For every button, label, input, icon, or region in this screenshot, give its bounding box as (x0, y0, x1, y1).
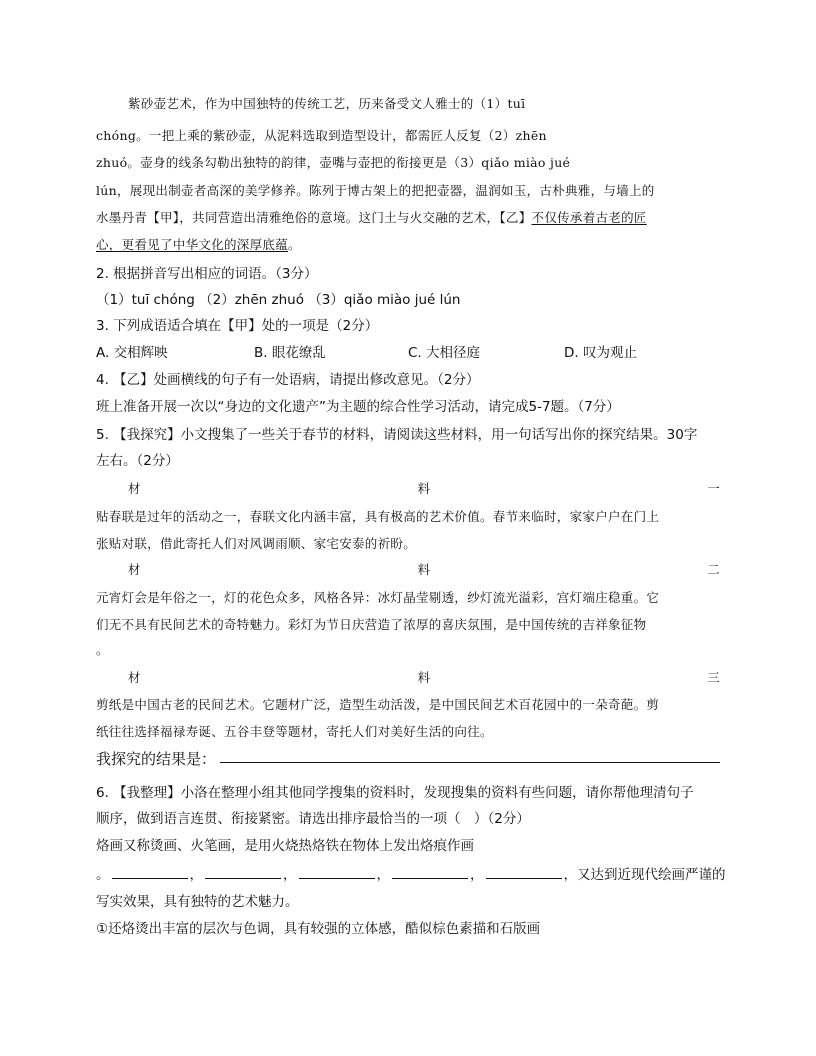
option-c: C. 大相径庭 (408, 345, 481, 361)
material-2-heading-char-1: 材 (128, 562, 141, 577)
question-2-prompt: （1）tuī chóng （2）zhēn zhuó （3）qiǎo miào jué lún (96, 292, 461, 308)
order-blank-1[interactable] (112, 866, 188, 879)
passage-line-6 (96, 235, 720, 253)
separator-1: ， (189, 867, 203, 883)
material-1-heading (96, 479, 720, 497)
material-1-heading-char-3: 一 (707, 481, 720, 496)
option-b: B. 眼花缭乱 (254, 345, 326, 361)
passage-end-mark: 。 (288, 237, 301, 252)
option-a: A. 交相辉映 (96, 345, 168, 361)
question-2: 2. 根据拼音写出相应的词语。（3分） (96, 266, 318, 282)
question-6-line-1: 6. 【我整理】小洛在整理小组其他同学搜集的资料时，发现搜集的资料有些问题，请你帮他理清句子 (96, 785, 694, 801)
material-2-line-2: 们无不具有民间艺术的奇特魅力。彩灯为节日庆营造了浓厚的喜庆氛围，是中国传统的吉祥象征物 (96, 617, 647, 632)
lead-punctuation: 。 (96, 867, 110, 883)
material-1-heading-char-1: 材 (128, 481, 141, 496)
passage-line-1: 紫砂壶艺术，作为中国独特的传统工艺，历来备受文人雅士的（1）tuī (128, 96, 526, 111)
underlined-sentence-part-2: 心，更看见了中华文化的深厚底蕴 (96, 237, 289, 252)
order-blank-3[interactable] (299, 866, 375, 879)
material-3-heading (96, 668, 720, 686)
question-6-text-line-2 (96, 863, 726, 883)
question-3: 3. 下列成语适合填在【甲】处的一项是（2分） (96, 318, 379, 334)
order-blank-2[interactable] (205, 866, 281, 879)
material-3-heading-char-1: 材 (128, 670, 141, 685)
passage-line-2: chóng。一把上乘的紫砂壶，从泥料选取到造型设计，都需匠人反复（2）zhēn (96, 128, 547, 143)
exploration-answer-blank[interactable] (220, 748, 720, 763)
passage-line-5-text: 水墨丹青【甲】，共同营造出清雅绝俗的意境。这门土与火交融的艺术，【乙】 (96, 210, 532, 225)
material-2-line-3: 。 (96, 642, 109, 657)
order-blank-5[interactable] (486, 866, 562, 879)
material-2-heading (96, 560, 720, 578)
question-6-text-tail: ，又达到近现代绘画严谨的 (563, 867, 726, 883)
activity-intro: 班上准备开展一次以“身边的文化遗产”为主题的综合性学习活动，请完成5-7题。（7分） (96, 399, 620, 415)
material-1-line-1: 贴春联是过年的活动之一，春联文化内涵丰富，具有极高的艺术价值。春节来临时，家家户户在门上 (96, 509, 660, 524)
separator-3: ， (376, 867, 390, 883)
separator-2: ， (283, 867, 297, 883)
material-2-heading-char-2: 料 (417, 562, 431, 577)
option-d: D. 叹为观止 (564, 345, 637, 361)
separator-4: ， (470, 867, 484, 883)
question-5-line-1: 5. 【我探究】小文搜集了一些关于春节的材料，请阅读这些材料，用一句话写出你的探究结果。30字 (96, 427, 698, 443)
exploration-result-label: 我探究的结果是： (96, 750, 217, 768)
question-6-text-line-3: 写实效果，具有独特的艺术魅力。 (96, 894, 299, 910)
question-6-item-1: ①还烙烫出丰富的层次与色调，具有较强的立体感，酷似棕色素描和石版画 (96, 921, 541, 937)
question-5-line-2: 左右。（2分） (96, 453, 179, 469)
material-2-line-1: 元宵灯会是年俗之一，灯的花色众多，风格各异：冰灯晶莹剔透，纱灯流光溢彩，宫灯端庄稳重。它 (96, 590, 660, 605)
material-3-heading-char-2: 料 (417, 670, 431, 685)
order-blank-4[interactable] (392, 866, 468, 879)
question-6-line-2: 顺序，做到语言连贯、衔接紧密。请选出排序最恰当的一项（ ）（2分） (96, 811, 530, 827)
material-2-heading-char-3: 二 (707, 562, 720, 577)
passage-line-3: zhuó。壶身的线条勾勒出独特的韵律，壶嘴与壶把的衔接更是（3）qiǎo miào jué (96, 155, 571, 170)
question-4: 4. 【乙】处画横线的句子有一处语病，请提出修改意见。（2分） (96, 372, 480, 388)
material-3-heading-char-3: 三 (707, 670, 720, 685)
passage-line-5 (96, 208, 720, 226)
material-1-line-2: 张贴对联，借此寄托人们对风调雨顺、家宅安泰的祈盼。 (96, 536, 417, 551)
material-3-line-1: 剪纸是中国古老的民间艺术。它题材广泛，造型生动活泼，是中国民间艺术百花园中的一朵奇葩。剪 (96, 697, 660, 712)
question-6-text-line-1: 烙画又称烫画、火笔画，是用火烧热烙铁在物体上发出烙痕作画 (96, 838, 474, 854)
underlined-sentence-part-1: 不仅传承着古老的匠 (531, 210, 647, 225)
material-3-line-2: 纸往往选择福禄寿诞、五谷丰登等题材，寄托人们对美好生活的向往。 (96, 724, 493, 739)
exploration-result (96, 748, 720, 769)
material-1-heading-char-2: 料 (417, 481, 431, 496)
passage-line-4: lún，展现出制壶者高深的美学修养。陈列于博古架上的把把壶器，温润如玉，古朴典雅，与墙上的 (96, 183, 655, 198)
question-3-options (96, 341, 720, 359)
